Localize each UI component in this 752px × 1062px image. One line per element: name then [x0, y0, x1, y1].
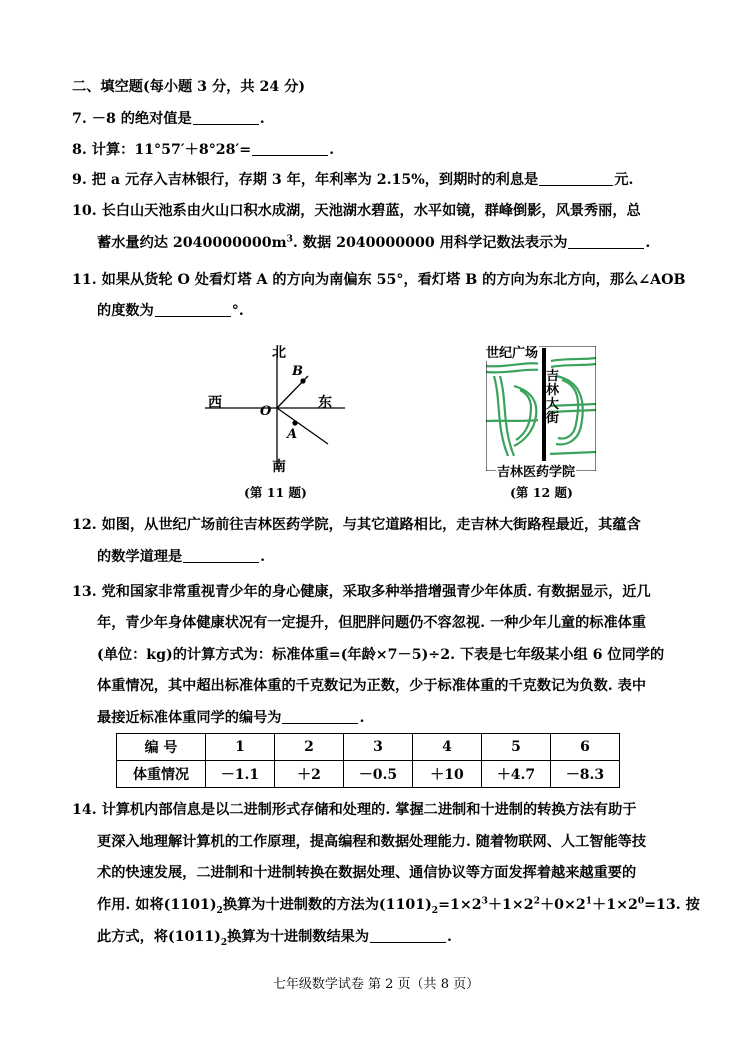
figure-11-caption: (第 11 题)	[244, 485, 307, 500]
table-header-label: 编 号	[117, 734, 206, 761]
point-b-dot	[300, 378, 305, 383]
q14-text: ＋1×2	[592, 897, 638, 913]
table-cell-id: 6	[551, 734, 620, 761]
table-cell-value: ＋10	[413, 761, 482, 788]
question-9-end: 元.	[614, 172, 634, 188]
question-11-line-1: 11. 如果从货轮 O 处看灯塔 A 的方向为南偏东 55°，看灯塔 B 的方向为东北方向，那么∠AOB	[72, 272, 686, 288]
section-title: 二、填空题(每小题 3 分，共 24 分)	[72, 79, 306, 95]
question-9-text: 9. 把 a 元存入吉林银行，存期 3 年，年利率为 2.15%，到期时的利息是	[72, 172, 539, 188]
superscript: 3	[481, 896, 488, 907]
point-a-dot	[292, 420, 297, 425]
table-cell-id: 3	[344, 734, 413, 761]
q14-text: 换算为十进制数结果为	[227, 929, 370, 945]
answer-blank	[155, 302, 231, 317]
map-road-label	[546, 370, 559, 426]
label-origin-o: O	[260, 404, 272, 419]
page-footer: 七年级数学试卷 第 2 页（共 8 页）	[272, 977, 480, 992]
superscript: 1	[585, 896, 593, 907]
road-char: 吉	[546, 369, 560, 384]
table-cell-value: ＋2	[275, 761, 344, 788]
label-point-a: A	[287, 427, 298, 442]
subscript: 2	[431, 905, 439, 916]
answer-blank	[252, 141, 328, 156]
table-row	[117, 734, 620, 761]
question-12-line-1: 12. 如图，从世纪广场前往吉林医药学院，与其它道路相比，走吉林大街路程最近，其蕴含	[72, 517, 641, 533]
figure-12-caption: (第 12 题)	[510, 485, 573, 500]
q14-text: ＋0×2	[539, 897, 586, 913]
subscript: 2	[216, 905, 223, 916]
answer-blank	[193, 110, 259, 125]
q14-text: 此方式，将(1011)	[97, 929, 221, 945]
question-8	[72, 139, 334, 159]
label-west: 西	[208, 395, 222, 411]
q14-text: 作用. 如将(1101)	[97, 897, 217, 913]
question-10-end: .	[645, 235, 651, 251]
question-14-line-2: 更深入地理解计算机的工作原理，提高编程和数据处理能力. 随着物联网、人工智能等技	[97, 834, 647, 850]
question-12-line-2	[97, 546, 265, 566]
table-cell-value: －0.5	[344, 761, 413, 788]
road-char: 林	[546, 383, 560, 398]
label-point-b: B	[292, 364, 303, 379]
label-north: 北	[272, 345, 286, 361]
question-14-line-3: 术的快速发展，二进制和十进制转换在数据处理、通信协议等方面发挥着越来越重要的	[97, 865, 637, 881]
question-10-text-a: 蓄水量约达 2040000000m	[97, 235, 287, 251]
table-cell-value: －8.3	[551, 761, 620, 788]
question-13-line-2: 年，青少年身体健康状况有一定提升，但肥胖问题仍不容忽视. 一种少年儿童的标准体重	[97, 615, 647, 631]
figure-12-map	[486, 346, 596, 471]
question-11-text: 的度数为	[97, 303, 154, 319]
answer-blank	[539, 171, 613, 186]
question-13-line-4: 体重情况，其中超出标准体重的千克数记为正数，少于标准体重的千克数记为负数. 表中	[97, 678, 647, 694]
label-east: 东	[318, 395, 332, 411]
question-13-text: 最接近标准体重同学的编号为	[97, 710, 282, 726]
question-7-text: 7. －8 的绝对值是	[72, 111, 192, 127]
question-13-line-3: (单位：kg)的计算方式为：标准体重=(年龄×7－5)÷2. 下表是七年级某小组 6 位同学的	[97, 647, 665, 663]
question-13-end: .	[359, 710, 365, 726]
question-10-line-1: 10. 长白山天池系由火山口积水成湖，天池湖水碧蓝，水平如镜，群峰倒影，风景秀丽，总	[72, 203, 641, 219]
superscript: 0	[637, 896, 645, 907]
q14-text: =13. 按	[644, 897, 700, 913]
question-8-end: .	[329, 142, 335, 158]
label-south: 南	[272, 459, 286, 475]
table-row-label: 体重情况	[117, 761, 206, 788]
q14-text: ＋1×2	[487, 897, 534, 913]
question-10-line-2	[97, 232, 650, 252]
question-10-text-b: . 数据 2040000000 用科学记数法表示为	[292, 235, 568, 251]
table-cell-id: 1	[206, 734, 275, 761]
road-char: 大	[546, 397, 560, 412]
weight-table	[116, 733, 620, 788]
table-cell-value: －1.1	[206, 761, 275, 788]
answer-blank	[183, 548, 259, 563]
question-11-line-2	[97, 300, 244, 320]
question-9	[72, 169, 633, 189]
question-7	[72, 108, 265, 128]
table-row	[117, 761, 620, 788]
ray-oa	[277, 408, 328, 444]
road-char: 街	[546, 411, 560, 426]
answer-blank	[282, 709, 358, 724]
map-label-top: 世纪广场	[485, 342, 539, 361]
question-14-end: .	[447, 929, 452, 945]
question-14-line-4	[97, 894, 700, 916]
subscript: 2	[220, 937, 228, 948]
answer-blank	[568, 234, 644, 249]
table-cell-id: 4	[413, 734, 482, 761]
answer-blank	[370, 928, 446, 943]
question-12-end: .	[260, 549, 266, 565]
question-8-text: 8. 计算：11°57′＋8°28′=	[72, 142, 252, 158]
table-cell-id: 2	[275, 734, 344, 761]
q14-text: =1×2	[438, 897, 482, 913]
question-7-end: .	[259, 111, 265, 127]
map-label-bottom: 吉林医药学院	[496, 461, 576, 480]
question-13-line-1: 13. 党和国家非常重视青少年的身心健康，采取多种举措增强青少年体质. 有数据显示，近几	[72, 584, 651, 600]
superscript: 3	[286, 234, 293, 245]
question-14-line-1: 14. 计算机内部信息是以二进制形式存储和处理的. 掌握二进制和十进制的转换方法有助于	[72, 802, 637, 818]
question-14-line-5	[97, 926, 452, 948]
question-12-text: 的数学道理是	[97, 549, 183, 565]
superscript: 2	[533, 896, 540, 907]
table-cell-id: 5	[482, 734, 551, 761]
q14-text: 换算为十进制数的方法为(1101)	[222, 897, 432, 913]
question-11-end: °.	[231, 303, 244, 319]
table-cell-value: ＋4.7	[482, 761, 551, 788]
question-13-line-5	[97, 707, 364, 727]
